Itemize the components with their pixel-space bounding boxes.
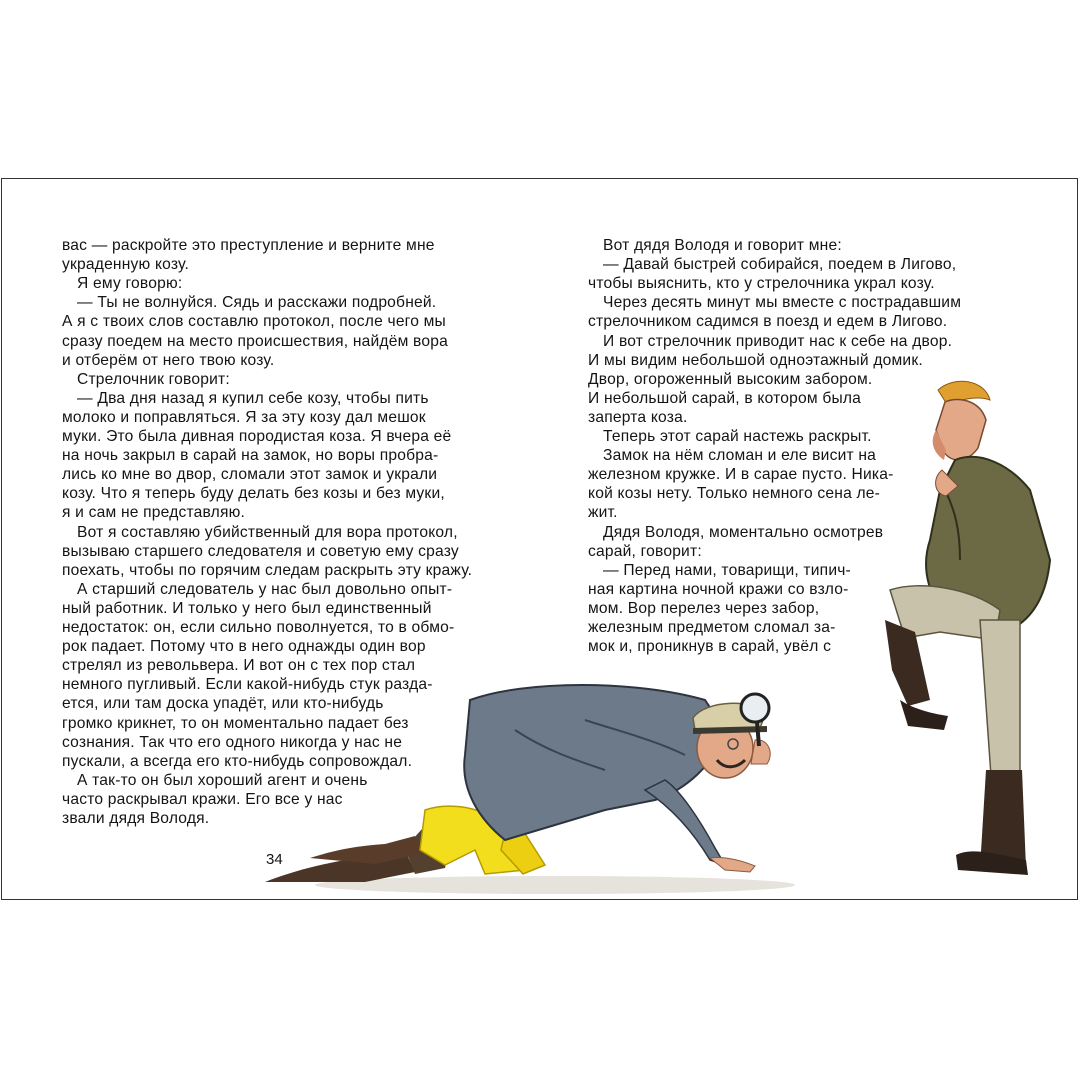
left-text-line: — Два дня назад я купил себе козу, чтобы пить: [77, 389, 429, 407]
left-text-line: муки. Это была дивная породистая коза. Я вчера её: [62, 428, 452, 445]
right-text-line: железном кружке. И в сарае пусто. Ника-: [588, 466, 894, 484]
left-text-line: молоко и поправляться. Я за эту козу дал мешок: [62, 408, 426, 426]
right-text-line: — Давай быстрей собирайся, поедем в Лигово,: [603, 256, 957, 274]
left-text-line: ный работник. И только у него был единственный: [62, 599, 432, 617]
right-text-line: стрелочником садимся в поезд и едем в Лигово.: [588, 313, 948, 331]
right-text-line: Дядя Володя, моментально осмотрев: [603, 523, 884, 541]
left-text-line: рок падает. Потому что в него однажды один вор: [62, 638, 426, 656]
right-text-line: кой козы нету. Только немного сена ле-: [588, 485, 881, 503]
left-text-line: пускали, а всегда его кто-нибудь сопровождал.: [62, 752, 413, 770]
left-text-line: на ночь закрыл в сарай на замок, но воры пробра-: [62, 447, 439, 465]
right-text-line: И мы видим небольшой одноэтажный домик.: [588, 351, 923, 369]
right-text-line: И вот стрелочник приводит нас к себе на двор.: [603, 332, 953, 350]
left-text-line: А старший следователь у нас был довольно опыт-: [77, 580, 453, 598]
right-text-line: И небольшой сарай, в котором была: [588, 389, 862, 407]
left-text-line: Я ему говорю:: [77, 275, 183, 293]
right-text-line: Через десять минут мы вместе с пострадавшим: [603, 294, 962, 312]
left-text-line: стрелял из револьвера. И вот он с тех пор стал: [62, 657, 416, 675]
right-text-line: Двор, огороженный высоким забором.: [588, 370, 873, 388]
right-text-line: Теперь этот сарай настежь раскрыт.: [603, 428, 872, 445]
left-text-line: немного пугливый. Если какой-нибудь стук разда-: [62, 676, 433, 694]
page-number: 34: [266, 851, 283, 868]
left-text-line: А так-то он был хороший агент и очень: [77, 771, 368, 789]
right-text-line: заперта коза.: [588, 408, 688, 426]
left-text-line: сразу поедем на место происшествия, найдём вора: [62, 332, 448, 350]
right-text-line: мом. Вор перелез через забор,: [588, 599, 820, 617]
right-text-line: — Перед нами, товарищи, типич-: [603, 561, 851, 579]
right-text-line: Замок на нём сломан и еле висит на: [603, 447, 877, 465]
right-text-line: сарай, говорит:: [588, 542, 702, 560]
left-text-line: недостаток: он, если сильно поволнуется, то в обмо-: [62, 619, 455, 636]
left-text-line: ется, или там доска упадёт, или кто-нибудь: [62, 695, 384, 713]
detective-crawling-illustration: [255, 660, 795, 900]
left-text-line: сознания. Так что его одного никогда у нас не: [62, 733, 403, 751]
right-text-line: мок и, проникнув в сарай, увёл с: [588, 638, 832, 656]
right-text-line: ная картина ночной кражи со взло-: [588, 580, 849, 598]
left-text-line: А я с твоих слов составлю протокол, после чего мы: [62, 313, 446, 331]
left-text-line: поехать, чтобы по горячим следам раскрыть эту кражу.: [62, 561, 473, 579]
left-text-line: — Ты не волнуйся. Сядь и расскажи подробней.: [77, 294, 437, 312]
left-text-line: Стрелочник говорит:: [77, 370, 230, 388]
standing-man-illustration: [860, 370, 1070, 890]
left-text-line: козу. Что я теперь буду делать без козы и без муки,: [62, 485, 445, 503]
left-text-line: громко крикнет, то он моментально падает без: [62, 714, 409, 732]
left-text-line: лись ко мне во двор, сломали этот замок и украли: [62, 466, 438, 484]
left-text-line: вызываю старшего следователя и советую ему сразу: [62, 542, 459, 560]
left-text-line: я и сам не представляю.: [62, 504, 246, 522]
left-text-line: звали дядя Володя.: [62, 810, 210, 827]
left-text-line: Вот я составляю убийственный для вора протокол,: [77, 523, 458, 541]
right-text-line: чтобы выяснить, кто у стрелочника украл козу.: [588, 275, 935, 293]
left-text-line: украденную козу.: [62, 256, 190, 274]
left-text-line: вас — раскройте это преступление и верните мне: [62, 237, 435, 254]
left-text-line: часто раскрывал кражи. Его все у нас: [62, 790, 343, 808]
right-text-line: Вот дядя Володя и говорит мне:: [603, 237, 842, 254]
left-text-line: и отберём от него твою козу.: [62, 351, 275, 369]
right-text-line: железным предметом сломал за-: [588, 619, 836, 636]
right-text-line: жит.: [588, 504, 618, 522]
